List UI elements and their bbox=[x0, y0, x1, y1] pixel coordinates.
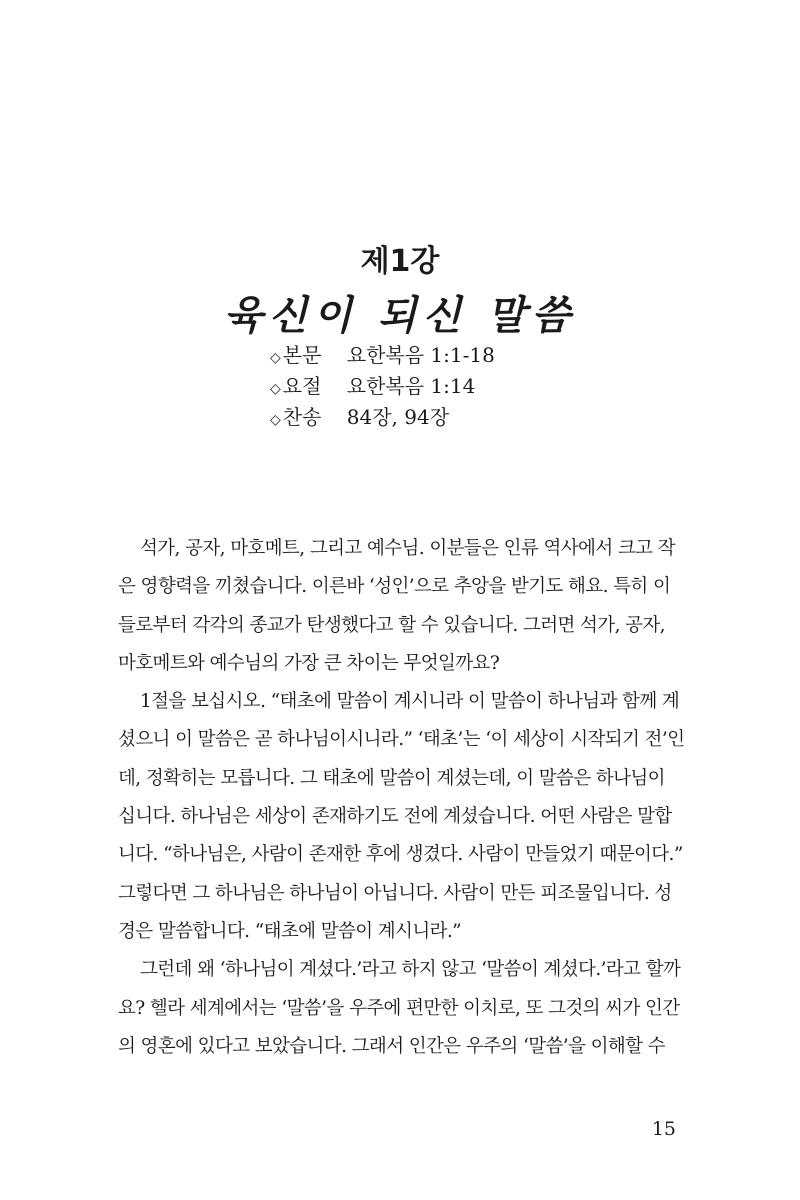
chapter-label: 제1강 bbox=[360, 244, 440, 279]
body-line: 석가, 공자, 마호메트, 그리고 예수님. 이분들은 인류 역사에서 크고 작 bbox=[140, 538, 675, 559]
body-line: 데, 정확히는 모릅니다. 그 태초에 말씀이 계셨는데, 이 말씀은 하나님이 bbox=[118, 767, 665, 789]
body-text bbox=[118, 530, 684, 1066]
diamond-bullet-icon: ◇ bbox=[270, 381, 281, 397]
reference-key: 찬송 bbox=[282, 405, 322, 429]
body-line: 그렇다면 그 하나님은 하나님이 아닙니다. 사람이 만든 피조물입니다. 성 bbox=[118, 882, 672, 904]
body-line: 십니다. 하나님은 세상이 존재하기도 전에 계셨습니다. 어떤 사람은 말합 bbox=[118, 806, 672, 828]
body-line: 의 영혼에 있다고 보았습니다. 그래서 인간은 우주의 ‘말씀’을 이해할 수 bbox=[118, 1035, 665, 1057]
body-line: 요? 헬라 세계에서는 ‘말씀’을 우주에 편만한 이치로, 또 그것의 씨가 인간 bbox=[118, 997, 680, 1019]
body-line: 니다. “하나님은, 사람이 존재한 후에 생겼다. 사람이 만들었기 때문이다.” bbox=[118, 844, 683, 866]
body-line: 마호메트와 예수님의 가장 큰 차이는 무엇일까요? bbox=[118, 652, 500, 674]
reference-value: 요한복음 1:14 bbox=[346, 374, 476, 398]
reference-value: 요한복음 1:1-18 bbox=[346, 343, 495, 367]
scripture-references bbox=[270, 340, 495, 433]
reference-value: 84장, 94장 bbox=[346, 405, 450, 429]
reference-key-verse bbox=[270, 371, 495, 402]
body-line: 들로부터 각각의 종교가 탄생했다고 할 수 있습니다. 그러면 석가, 공자, bbox=[118, 614, 665, 636]
diamond-bullet-icon: ◇ bbox=[270, 412, 281, 428]
body-line: 경은 말씀합니다. “태초에 말씀이 계시니라.” bbox=[118, 920, 462, 942]
diamond-bullet-icon: ◇ bbox=[270, 350, 281, 366]
body-line: 셨으니 이 말씀은 곧 하나님이시니라.” ‘태초’는 ‘이 세상이 시작되기 전’인 bbox=[118, 729, 684, 751]
reference-hymn bbox=[270, 402, 495, 433]
page-number: 15 bbox=[651, 1118, 676, 1140]
body-line: 그런데 왜 ‘하나님이 계셨다.’라고 하지 않고 ‘말씀이 계셨다.’라고 할까 bbox=[140, 959, 681, 981]
reference-key: 본문 bbox=[282, 343, 322, 367]
chapter-title: 육신이 되신 말씀 bbox=[223, 292, 577, 339]
body-line: 은 영향력을 끼쳤습니다. 이른바 ‘성인’으로 추앙을 받기도 해요. 특히 이 bbox=[118, 576, 671, 598]
reference-text bbox=[270, 340, 495, 371]
body-line: 1절을 보십시오. “태초에 말씀이 계시니라 이 말씀이 하나님과 함께 계 bbox=[140, 691, 680, 713]
reference-key: 요절 bbox=[282, 374, 322, 398]
